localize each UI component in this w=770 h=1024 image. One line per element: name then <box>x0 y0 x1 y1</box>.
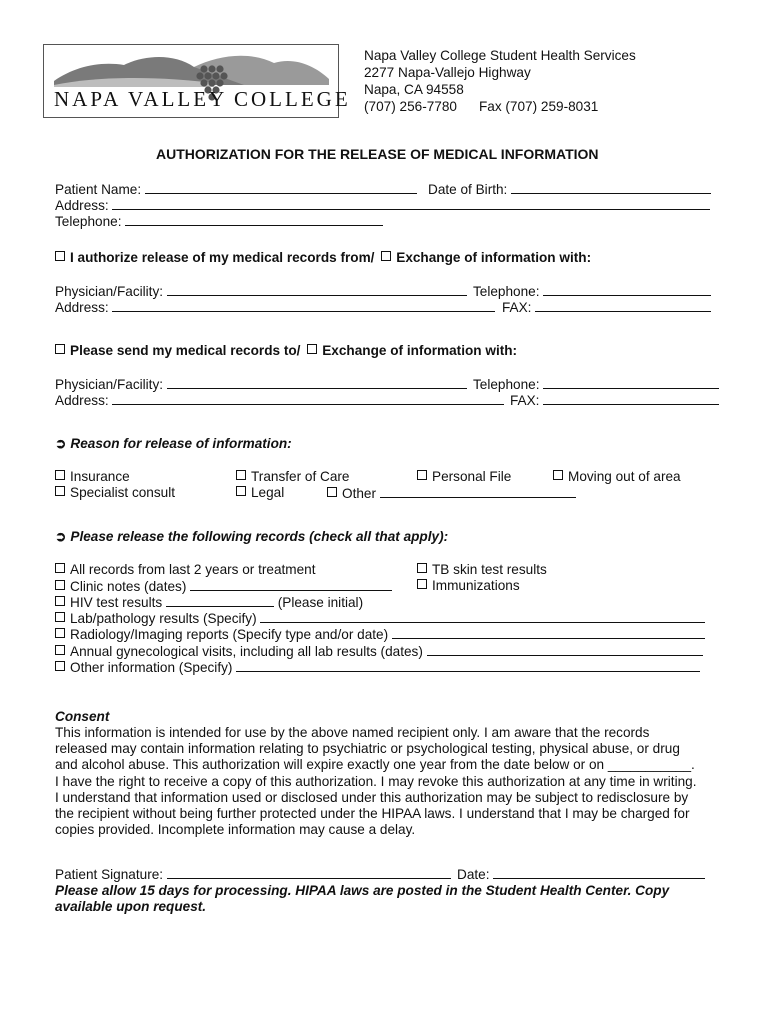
to-address-row <box>55 392 504 409</box>
exchange-with-checkbox-2[interactable] <box>307 344 317 354</box>
consent-line: This information is intended for use by the above named recipient only. I am aware that the records <box>55 725 650 740</box>
from-physician-row <box>55 283 467 300</box>
insurance-label: Insurance <box>70 469 130 484</box>
record-radiology <box>55 626 705 643</box>
tb-test-checkbox[interactable] <box>417 563 427 573</box>
signature-date-field[interactable] <box>493 866 705 879</box>
consent-line: released may contain information relating to psychiatric or psychological testing, physical abuse, or drug <box>55 741 680 756</box>
consent-line: copies provided. Incomplete information may cause a delay. <box>55 822 416 837</box>
hiv-initial-note: (Please initial) <box>277 595 364 610</box>
radiology-checkbox[interactable] <box>55 628 65 638</box>
dob-field[interactable] <box>511 181 711 194</box>
from-telephone-field[interactable] <box>543 283 711 296</box>
other-info-checkbox[interactable] <box>55 661 65 671</box>
dob-label: Date of Birth: <box>428 182 508 197</box>
consent-line: and alcohol abuse. This authorization will expire exactly one year from the date below or on ___________. <box>55 757 695 772</box>
lab-results-label: Lab/pathology results (Specify) <box>70 611 257 626</box>
gyn-dates-field[interactable] <box>427 643 703 656</box>
patient-address-field[interactable] <box>112 197 710 210</box>
from-fax-row <box>502 299 711 316</box>
transfer-of-care-label: Transfer of Care <box>251 469 350 484</box>
college-logo <box>43 44 351 118</box>
from-address-field[interactable] <box>112 299 495 312</box>
hiv-test-label: HIV test results <box>70 595 163 610</box>
other-reason-checkbox[interactable] <box>327 487 337 497</box>
from-options-row <box>55 250 591 266</box>
signature-row <box>55 866 451 883</box>
personal-file-label: Personal File <box>432 469 512 484</box>
to-address-field[interactable] <box>112 392 504 405</box>
to-telephone-field[interactable] <box>543 376 719 389</box>
moving-out-checkbox[interactable] <box>553 470 563 480</box>
other-info-label: Other information (Specify) <box>70 660 233 675</box>
other-reason-field[interactable] <box>380 485 576 498</box>
signature-field[interactable] <box>167 866 451 879</box>
from-fax-field[interactable] <box>535 299 711 312</box>
to-address-label: Address: <box>55 393 109 408</box>
patient-address-row <box>55 197 710 214</box>
reason-legal[interactable] <box>236 485 284 501</box>
record-other <box>55 659 700 676</box>
from-fax-label: FAX: <box>502 300 532 315</box>
moving-out-label: Moving out of area <box>568 469 681 484</box>
record-clinic <box>55 578 392 595</box>
header-fax: Fax (707) 259-8031 <box>478 99 599 114</box>
patient-address-label: Address: <box>55 198 109 213</box>
record-immunizations[interactable] <box>417 578 520 594</box>
processing-note-2: available upon request. <box>55 899 207 914</box>
to-telephone-label: Telephone: <box>473 377 540 392</box>
legal-checkbox[interactable] <box>236 486 246 496</box>
patient-name-label: Patient Name: <box>55 182 142 197</box>
to-physician-label: Physician/Facility: <box>55 377 164 392</box>
to-fax-row <box>510 392 719 409</box>
consent-line: the recipient without being further protected under the HIPAA laws. I understand that I may be charged for <box>55 806 690 821</box>
to-telephone-row <box>473 376 719 393</box>
processing-note: Please allow 15 days for processing. HIPAA laws are posted in the Student Health Center. Copy <box>55 883 670 898</box>
hiv-test-checkbox[interactable] <box>55 596 65 606</box>
logo-word-college: COLLEGE <box>234 87 351 111</box>
header-phone: (707) 256-7780 <box>364 99 457 114</box>
reason-transfer[interactable] <box>236 469 349 485</box>
consent-line: I have the right to receive a copy of this authorization. I may revoke this authorization at any time in writing. <box>55 774 697 789</box>
exchange-with-label-1: Exchange of information with: <box>396 250 592 265</box>
from-telephone-label: Telephone: <box>473 284 540 299</box>
dob-row <box>428 181 711 198</box>
lab-results-checkbox[interactable] <box>55 612 65 622</box>
arrow-right-icon-2: ➲ <box>55 529 67 544</box>
from-address-row <box>55 299 495 316</box>
all-records-label: All records from last 2 years or treatment <box>70 562 316 577</box>
specialist-consult-label: Specialist consult <box>70 485 176 500</box>
patient-telephone-field[interactable] <box>125 213 383 226</box>
from-address-label: Address: <box>55 300 109 315</box>
record-all[interactable] <box>55 562 316 578</box>
authorize-release-checkbox[interactable] <box>55 251 65 261</box>
insurance-checkbox[interactable] <box>55 470 65 480</box>
to-options-row <box>55 343 517 359</box>
transfer-of-care-checkbox[interactable] <box>236 470 246 480</box>
send-records-label: Please send my medical records to/ <box>70 343 301 358</box>
from-physician-label: Physician/Facility: <box>55 284 164 299</box>
signature-label: Patient Signature: <box>55 867 164 882</box>
radiology-label: Radiology/Imaging reports (Specify type and/or date) <box>70 627 389 642</box>
specialist-consult-checkbox[interactable] <box>55 486 65 496</box>
authorize-release-label: I authorize release of my medical records from/ <box>70 250 375 265</box>
other-info-field[interactable] <box>236 659 700 672</box>
reason-moving[interactable] <box>553 469 681 485</box>
tb-test-label: TB skin test results <box>432 562 547 577</box>
hiv-initial-field[interactable] <box>166 594 274 607</box>
header-phone-line <box>364 99 598 115</box>
record-tb[interactable] <box>417 562 547 578</box>
immunizations-checkbox[interactable] <box>417 579 427 589</box>
signature-date-label: Date: <box>457 867 490 882</box>
immunizations-label: Immunizations <box>432 578 520 593</box>
arrow-right-icon: ➲ <box>55 436 67 451</box>
personal-file-checkbox[interactable] <box>417 470 427 480</box>
patient-telephone-label: Telephone: <box>55 214 122 229</box>
to-fax-label: FAX: <box>510 393 540 408</box>
radiology-specify-field[interactable] <box>392 626 705 639</box>
reason-insurance[interactable] <box>55 469 130 485</box>
reason-personal-file[interactable] <box>417 469 511 485</box>
to-fax-field[interactable] <box>543 392 719 405</box>
records-heading: Please release the following records (check all that apply): <box>70 529 449 544</box>
records-heading-row <box>55 529 448 545</box>
patient-name-row <box>55 181 417 198</box>
gyn-visits-checkbox[interactable] <box>55 645 65 655</box>
reason-heading-row <box>55 436 292 452</box>
from-physician-field[interactable] <box>167 283 467 296</box>
signature-date-row <box>457 866 705 883</box>
reason-other <box>327 485 576 502</box>
record-gyn <box>55 643 703 660</box>
reason-specialist[interactable] <box>55 485 175 501</box>
consent-heading: Consent <box>55 709 110 724</box>
form-title: AUTHORIZATION FOR THE RELEASE OF MEDICAL INFORMATION <box>156 146 599 162</box>
patient-name-field[interactable] <box>145 181 417 194</box>
clinic-notes-dates-field[interactable] <box>190 578 392 591</box>
exchange-with-checkbox-1[interactable] <box>381 251 391 261</box>
logo-word-valley: VALLEY <box>127 87 228 111</box>
to-physician-row <box>55 376 467 393</box>
exchange-with-label-2: Exchange of information with: <box>322 343 518 358</box>
reason-heading: Reason for release of information: <box>70 436 292 451</box>
header-city: Napa, CA 94558 <box>364 82 464 97</box>
gyn-visits-label: Annual gynecological visits, including all lab results (dates) <box>70 644 423 659</box>
legal-label: Legal <box>251 485 285 500</box>
send-records-checkbox[interactable] <box>55 344 65 354</box>
record-hiv <box>55 594 363 611</box>
patient-telephone-row <box>55 213 383 230</box>
lab-specify-field[interactable] <box>260 610 705 623</box>
other-reason-label: Other <box>342 486 376 501</box>
logo-word-napa: NAPA <box>54 87 121 111</box>
to-physician-field[interactable] <box>167 376 467 389</box>
clinic-notes-label: Clinic notes (dates) <box>70 579 187 594</box>
consent-line: I understand that information used or disclosed under this authorization may be subject to redisclosure by <box>55 790 689 805</box>
all-records-checkbox[interactable] <box>55 563 65 573</box>
from-telephone-row <box>473 283 711 300</box>
clinic-notes-checkbox[interactable] <box>55 580 65 590</box>
record-lab <box>55 610 705 627</box>
header-org: Napa Valley College Student Health Services <box>364 48 636 63</box>
header-street: 2277 Napa-Vallejo Highway <box>364 65 531 80</box>
